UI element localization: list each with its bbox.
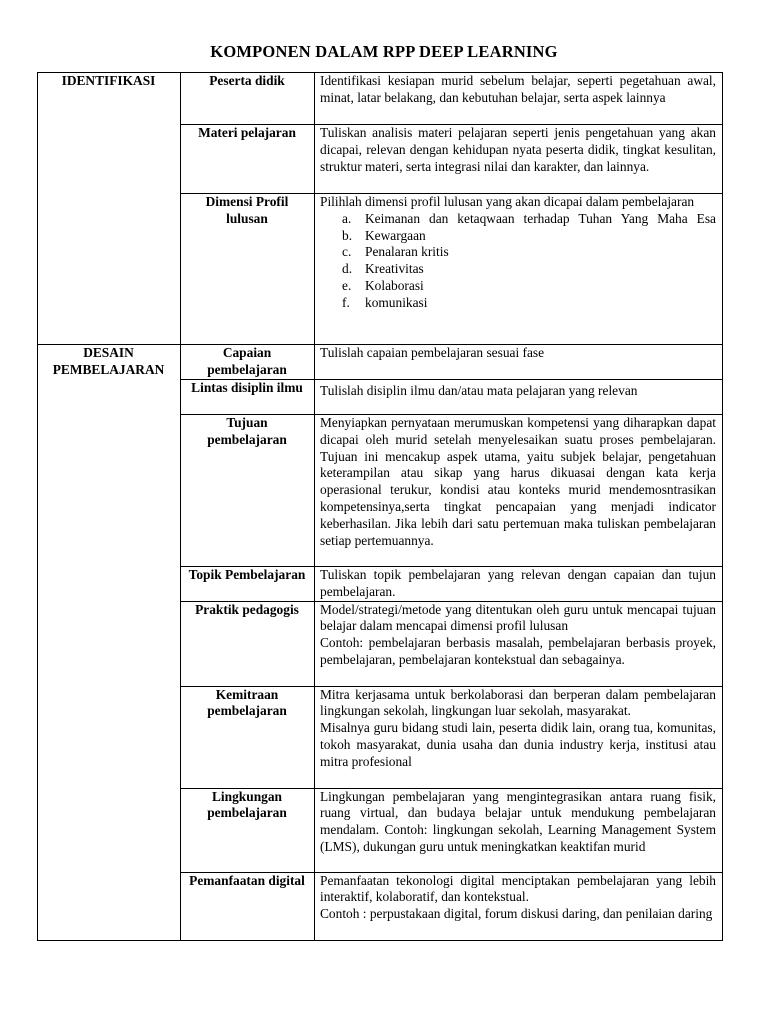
digital-definition: Pemanfaatan tekonologi digital menciptakan pembelajaran yang lebih interaktif, kolaboratif, dan kontekstual. [320,872,716,905]
dimensi-intro: Pilihlah dimensi profil lulusan yang akan dicapai dalam pembelajaran [320,194,695,209]
praktik-definition: Model/strategi/metode yang ditentukan oleh guru untuk mencapai tujuan belajar dalam mencapai dimensi profil lulusan [320,601,716,634]
desc-tujuan: Menyiapkan pernyataan merumuskan kompetensi yang diharapkan dapat dicapai oleh murid setelah menyelesaikan suatu proses pembelajaran. Tujuan ini mencakup aspek utama, yaitu subjek belajar, pengetahuan keterampilan atau sikap yang harus dikuasai dengan kata kerja operasional terukur, kondisi atau konteks murid mendemosntrasikan kompetensinya,serta tingkat pencapaian yang menjadi indicator keberhasilan. Jika lebih dari satu pertemuan maka tuliskan pembelajaran setiap pertemuannya. [315,415,723,567]
component-lintas-disiplin: Lintas disiplin ilmu [181,380,315,415]
desc-pemanfaatan-digital [315,872,723,940]
component-dimensi-profil: Dimensi Profil lulusan [181,194,315,345]
component-topik: Topik Pembelajaran [181,567,315,602]
list-marker: c. [342,244,352,260]
desc-lingkungan: Lingkungan pembelajaran yang mengintegrasikan antara ruang fisik, ruang virtual, dan budaya belajar untuk mendukung pembelajaran mendalam. Contoh: lingkungan sekolah, Learning Management System (LMS), dukungan guru untuk meningkatkan keaktifan murid [315,788,723,872]
section-desain-pembelajaran: DESAIN PEMBELAJARAN [38,345,181,941]
table-row [38,345,723,380]
list-item-text: Kolaborasi [365,277,424,293]
list-item [342,294,716,312]
list-item-text: Kewargaan [365,227,426,243]
list-item [342,277,716,295]
list-marker: b. [342,227,353,243]
list-item-text: Kreativitas [365,261,424,277]
desc-capaian: Tulislah capaian pembelajaran sesuai fase [315,345,723,380]
dimensi-list [320,211,716,312]
list-item [342,244,716,261]
list-item [342,210,716,228]
desc-materi-pelajaran: Tuliskan analisis materi pelajaran seperti jenis pengetahuan yang akan dicapai, relevan dengan kehidupan nyata peserta didik, tingkat kesulitan, struktur materi, serta integrasi nilai dan karakter, dan lainnya. [315,125,723,194]
list-marker: f. [342,294,350,310]
component-tujuan: Tujuan pembelajaran [181,415,315,567]
list-marker: e. [342,277,352,293]
component-materi-pelajaran: Materi pelajaran [181,125,315,194]
kemitraan-definition: Mitra kerjasama untuk berkolaborasi dan berperan dalam pembelajaran lingkungan sekolah, lingkungan luar sekolah, masyarakat. [320,686,716,719]
list-marker: d. [342,261,353,277]
praktik-example: Contoh: pembelajaran berbasis masalah, pembelajaran berbasis proyek, pembelajaran, pembelajaran kontekstual dan sebagainya. [320,635,716,667]
component-peserta-didik: Peserta didik [181,73,315,125]
rpp-components-table [37,72,723,941]
component-capaian: Capaian pembelajaran [181,345,315,380]
document-title: KOMPONEN DALAM RPP DEEP LEARNING [210,42,558,61]
component-pemanfaatan-digital: Pemanfaatan digital [181,872,315,940]
desc-kemitraan [315,686,723,788]
component-kemitraan: Kemitraan pembelajaran [181,686,315,788]
list-item-text: Penalaran kritis [365,244,449,260]
component-lingkungan: Lingkungan pembelajaran [181,788,315,872]
desc-lintas-disiplin: Tulislah disiplin ilmu dan/atau mata pelajaran yang relevan [315,380,723,415]
table-row [38,73,723,125]
list-item-text: komunikasi [365,294,428,310]
list-item-text: Keimanan dan ketaqwaan terhadap Tuhan Yang Maha Esa [365,210,716,226]
desc-dimensi-profil [315,194,723,345]
component-praktik-pedagogis: Praktik pedagogis [181,601,315,686]
digital-example: Contoh : perpustakaan digital, forum diskusi daring, dan penilaian daring [320,906,713,922]
list-item [342,261,716,278]
list-marker: a. [342,210,352,226]
kemitraan-example: Misalnya guru bidang studi lain, peserta didik lain, orang tua, komunitas, tokoh masyarakat, dunia usaha dan dunia industry kerja, institusi atau mitra profesional [320,720,716,769]
desc-peserta-didik: Identifikasi kesiapan murid sebelum belajar, seperti pegetahuan awal, minat, latar belakang, dan kebutuhan belajar, serta aspek lainnya [315,73,723,125]
desc-praktik-pedagogis [315,601,723,686]
desc-topik: Tuliskan topik pembelajaran yang relevan dengan capaian dan tujun pembelajaran. [315,567,723,602]
list-item [342,227,716,245]
section-identifikasi: IDENTIFIKASI [38,73,181,345]
